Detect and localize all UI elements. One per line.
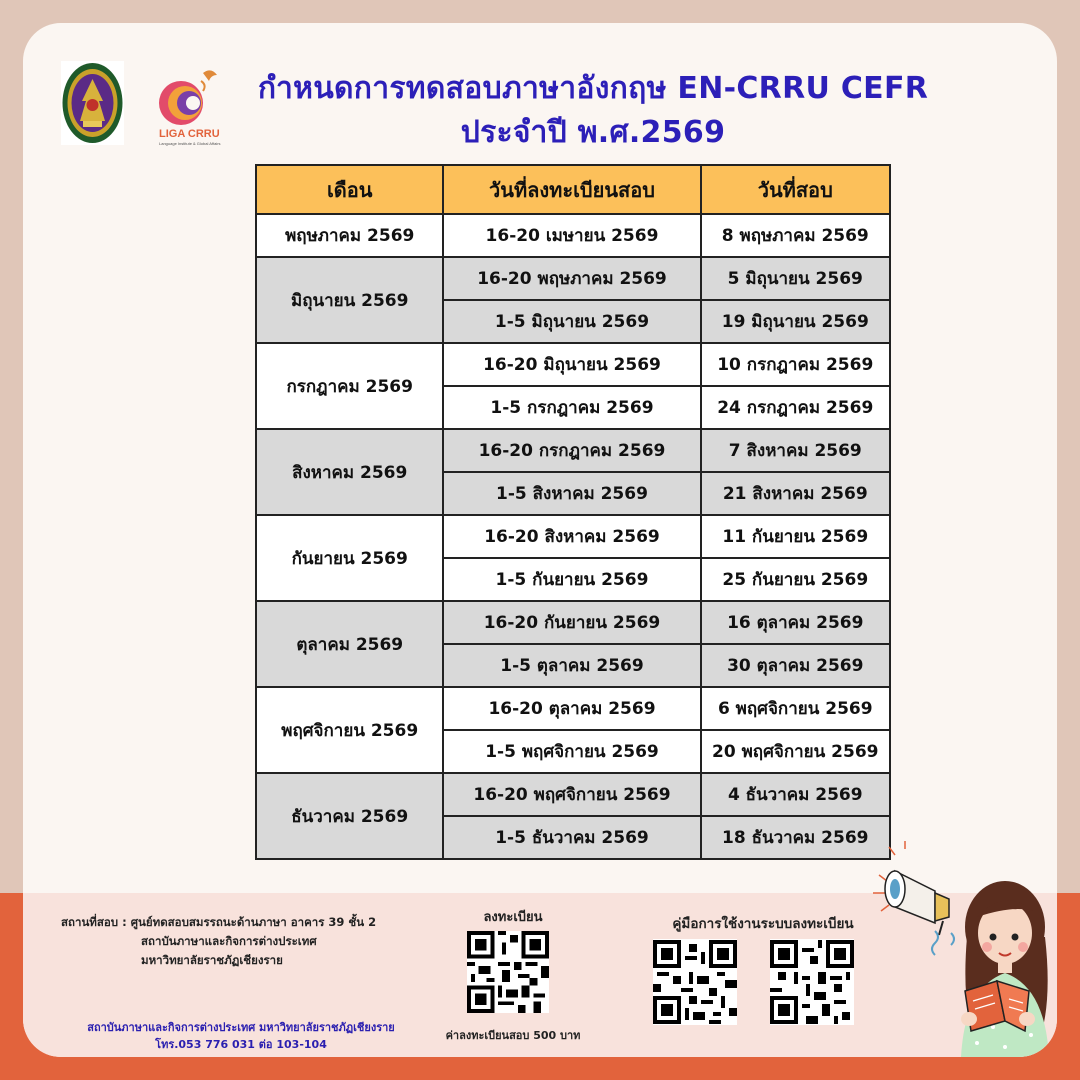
table-row	[256, 257, 890, 300]
table-row	[256, 429, 890, 472]
month-cell: ธันวาคม 2569	[256, 773, 443, 859]
month-cell: มิถุนายน 2569	[256, 257, 443, 343]
registration-cell: 1-5 ตุลาคม 2569	[443, 644, 700, 687]
table-row	[256, 773, 890, 816]
title-line-1: กำหนดการทดสอบภาษาอังกฤษ EN-CRRU CEFR	[257, 71, 929, 106]
registration-cell: 16-20 มิถุนายน 2569	[443, 343, 700, 386]
location-line-2: สถาบันภาษาและกิจการต่างประเทศ	[141, 934, 317, 948]
table-row	[256, 214, 890, 257]
registration-cell: 16-20 สิงหาคม 2569	[443, 515, 700, 558]
girl-megaphone-illustration	[865, 841, 1055, 1057]
registration-cell: 16-20 กันยายน 2569	[443, 601, 700, 644]
exam-cell: 10 กรกฎาคม 2569	[701, 343, 890, 386]
university-seal-logo	[61, 61, 124, 145]
exam-location	[61, 913, 376, 970]
header-registration-date: วันที่ลงทะเบียนสอบ	[443, 165, 700, 214]
table-row	[256, 601, 890, 644]
liga-text: LIGA CRRU	[159, 128, 220, 140]
exam-cell: 6 พฤศจิกายน 2569	[701, 687, 890, 730]
register-title: ลงทะเบียน	[483, 910, 543, 925]
table-header-row	[256, 165, 890, 214]
exam-cell: 20 พฤศจิกายน 2569	[701, 730, 890, 773]
poster-card	[23, 23, 1057, 1057]
month-cell: พฤษภาคม 2569	[256, 214, 443, 257]
month-cell: กรกฎาคม 2569	[256, 343, 443, 429]
registration-cell: 16-20 เมษายน 2569	[443, 214, 700, 257]
exam-cell: 7 สิงหาคม 2569	[701, 429, 890, 472]
registration-cell: 16-20 กรกฎาคม 2569	[443, 429, 700, 472]
registration-cell: 16-20 พฤศจิกายน 2569	[443, 773, 700, 816]
exam-cell: 21 สิงหาคม 2569	[701, 472, 890, 515]
table-row	[256, 515, 890, 558]
manual-qr-code-1[interactable]	[653, 939, 737, 1025]
exam-cell: 24 กรกฎาคม 2569	[701, 386, 890, 429]
liga-subtext: Language Institute & Global Affairs	[159, 141, 221, 146]
page-title	[213, 67, 973, 155]
month-cell: สิงหาคม 2569	[256, 429, 443, 515]
title-line-2: ประจำปี พ.ศ.2569	[460, 115, 726, 150]
exam-cell: 11 กันยายน 2569	[701, 515, 890, 558]
month-cell: พฤศจิกายน 2569	[256, 687, 443, 773]
exam-cell: 5 มิถุนายน 2569	[701, 257, 890, 300]
registration-cell: 1-5 พฤศจิกายน 2569	[443, 730, 700, 773]
manual-title: คู่มือการใช้งานระบบลงทะเบียน	[672, 916, 854, 932]
manual-qr-code-2[interactable]	[770, 939, 854, 1025]
exam-cell: 19 มิถุนายน 2569	[701, 300, 890, 343]
header-exam-date: วันที่สอบ	[701, 165, 890, 214]
exam-cell: 16 ตุลาคม 2569	[701, 601, 890, 644]
registration-cell: 1-5 มิถุนายน 2569	[443, 300, 700, 343]
month-cell: ตุลาคม 2569	[256, 601, 443, 687]
location-line-1: สถานที่สอบ : ศูนย์ทดสอบสมรรถนะด้านภาษา อาคาร 39 ชั้น 2	[61, 915, 377, 929]
registration-cell: 1-5 กรกฎาคม 2569	[443, 386, 700, 429]
exam-cell: 30 ตุลาคม 2569	[701, 644, 890, 687]
location-line-3: มหาวิทยาลัยราชภัฏเชียงราย	[141, 953, 283, 967]
institute-contact	[71, 1019, 411, 1053]
registration-cell: 1-5 กันยายน 2569	[443, 558, 700, 601]
month-cell: กันยายน 2569	[256, 515, 443, 601]
exam-cell: 18 ธันวาคม 2569	[701, 816, 890, 859]
registration-cell: 1-5 ธันวาคม 2569	[443, 816, 700, 859]
institute-name: สถาบันภาษาและกิจการต่างประเทศ มหาวิทยาลัยราชภัฏเชียงราย	[87, 1021, 395, 1034]
registration-fee: ค่าลงทะเบียนสอบ 500 บาท	[445, 1029, 581, 1042]
header-month: เดือน	[256, 165, 443, 214]
registration-cell: 16-20 ตุลาคม 2569	[443, 687, 700, 730]
registration-cell: 16-20 พฤษภาคม 2569	[443, 257, 700, 300]
exam-cell: 25 กันยายน 2569	[701, 558, 890, 601]
exam-schedule-table	[255, 164, 891, 860]
exam-cell: 4 ธันวาคม 2569	[701, 773, 890, 816]
table-row	[256, 687, 890, 730]
institute-phone: โทร.053 776 031 ต่อ 103-104	[155, 1038, 327, 1051]
exam-cell: 8 พฤษภาคม 2569	[701, 214, 890, 257]
registration-cell: 1-5 สิงหาคม 2569	[443, 472, 700, 515]
register-qr-code[interactable]	[467, 931, 549, 1013]
table-row	[256, 343, 890, 386]
